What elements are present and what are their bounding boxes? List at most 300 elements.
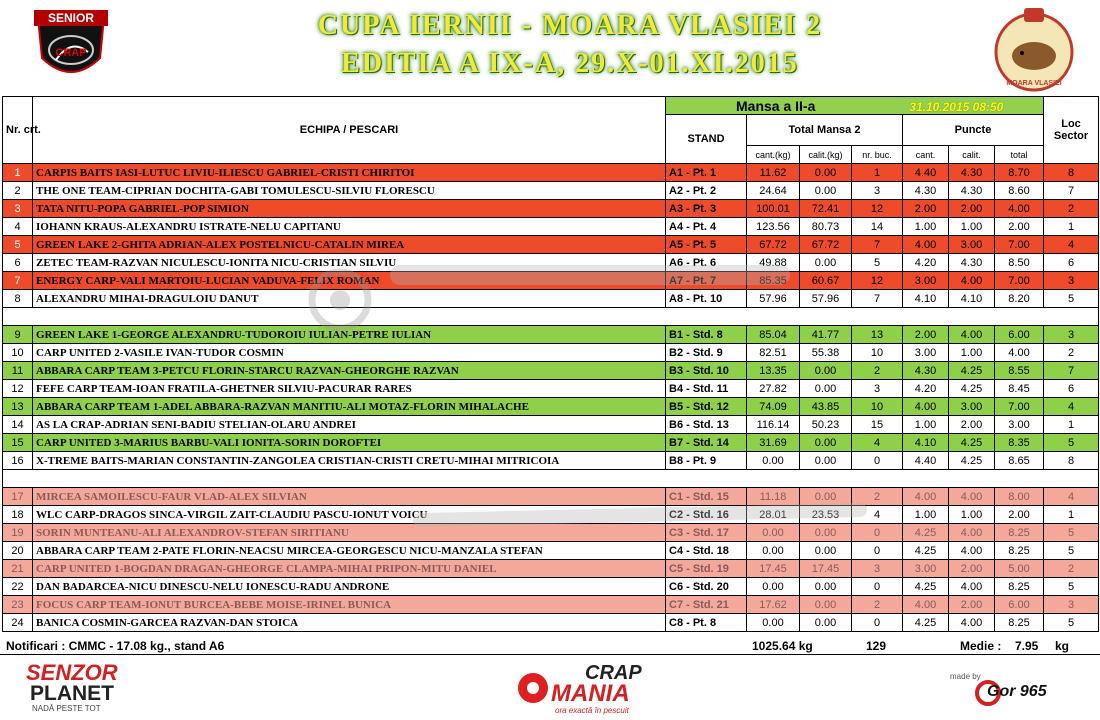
nr-buc: 0	[852, 542, 903, 560]
calit-kg: 60.67	[800, 272, 852, 290]
table-row	[3, 560, 1099, 578]
points-calit: 4.00	[949, 578, 995, 596]
stand: A1 - Pt. 1	[666, 164, 747, 182]
cant-kg: 27.82	[747, 380, 800, 398]
cant-kg: 116.14	[747, 416, 800, 434]
team-name: DAN BADARCEA-NICU DINESCU-NELU IONESCU-RADU ANDRONE	[33, 578, 666, 596]
points-cant: 4.30	[903, 182, 949, 200]
calit-kg: 0.00	[800, 380, 852, 398]
stand: B6 - Std. 13	[666, 416, 747, 434]
sector-gap	[3, 470, 1099, 488]
col-cant-header: cant.(kg)	[747, 146, 800, 164]
round-title: Mansa a II-a	[736, 97, 816, 114]
stand: B1 - Std. 8	[666, 326, 747, 344]
points-cant: 4.30	[903, 362, 949, 380]
stand: B8 - Pt. 9	[666, 452, 747, 470]
row-number: 17	[3, 488, 33, 506]
calit-kg: 80.73	[800, 218, 852, 236]
team-name: SORIN MUNTEANU-ALI ALEXANDROV-STEFAN SIRITIANU	[33, 524, 666, 542]
row-number: 11	[3, 362, 33, 380]
points-total: 8.25	[995, 614, 1044, 632]
total-kg: 1025.64 kg	[752, 639, 813, 653]
senior-crap-logo	[30, 8, 112, 86]
col-pcant-header: cant.	[903, 146, 949, 164]
cant-kg: 0.00	[747, 614, 800, 632]
loc-sector: 4	[1044, 236, 1099, 254]
points-cant: 4.00	[903, 398, 949, 416]
stand: C2 - Std. 16	[666, 506, 747, 524]
loc-sector: 1	[1044, 416, 1099, 434]
stand: C7 - Std. 21	[666, 596, 747, 614]
cant-kg: 28.01	[747, 506, 800, 524]
points-calit: 4.30	[949, 254, 995, 272]
points-total: 6.00	[995, 326, 1044, 344]
nr-buc: 12	[852, 200, 903, 218]
team-name: CARP UNITED 1-BOGDAN DRAGAN-GHEORGE CLAMPA-MIHAI PRIPON-MITU DANIEL	[33, 560, 666, 578]
points-total: 8.25	[995, 524, 1044, 542]
author-logo	[975, 678, 1085, 708]
points-calit: 4.00	[949, 524, 995, 542]
points-calit: 4.00	[949, 488, 995, 506]
loc-sector: 5	[1044, 578, 1099, 596]
table-row	[3, 236, 1099, 254]
stand: A8 - Pt. 10	[666, 290, 747, 308]
crap-mania-logo	[515, 660, 665, 718]
points-calit: 4.25	[949, 380, 995, 398]
points-total: 8.25	[995, 542, 1044, 560]
footer-separator	[0, 654, 1100, 655]
table-row	[3, 524, 1099, 542]
stand: A5 - Pt. 5	[666, 236, 747, 254]
row-number: 19	[3, 524, 33, 542]
points-cant: 4.10	[903, 434, 949, 452]
row-number: 5	[3, 236, 33, 254]
table-row	[3, 416, 1099, 434]
calit-kg: 0.00	[800, 488, 852, 506]
team-name: CARP UNITED 2-VASILE IVAN-TUDOR COSMIN	[33, 344, 666, 362]
cant-kg: 74.09	[747, 398, 800, 416]
points-total: 8.00	[995, 488, 1044, 506]
calit-kg: 17.45	[800, 560, 852, 578]
points-calit: 4.25	[949, 434, 995, 452]
col-team-header: ECHIPA / PESCARI	[33, 97, 666, 164]
cant-kg: 67.72	[747, 236, 800, 254]
cant-kg: 100.01	[747, 200, 800, 218]
fishing-ball-icon	[515, 670, 551, 706]
points-cant: 4.25	[903, 578, 949, 596]
svg-text:MOARA VLASIEI: MOARA VLASIEI	[1006, 80, 1062, 87]
cant-kg: 11.18	[747, 488, 800, 506]
points-cant: 4.25	[903, 524, 949, 542]
points-calit: 3.00	[949, 398, 995, 416]
calit-kg: 55.38	[800, 344, 852, 362]
loc-sector: 2	[1044, 560, 1099, 578]
points-cant: 4.00	[903, 236, 949, 254]
points-calit: 4.00	[949, 542, 995, 560]
crap-text: CRAP	[585, 662, 642, 684]
points-total: 8.45	[995, 380, 1044, 398]
col-calit-header: calit.(kg)	[800, 146, 852, 164]
calit-kg: 23.53	[800, 506, 852, 524]
calit-kg: 0.00	[800, 542, 852, 560]
team-name: MIRCEA SAMOILESCU-FAUR VLAD-ALEX SILVIAN	[33, 488, 666, 506]
points-total: 2.00	[995, 506, 1044, 524]
points-total: 7.00	[995, 272, 1044, 290]
svg-text:CRAP: CRAP	[55, 47, 87, 59]
row-number: 23	[3, 596, 33, 614]
points-cant: 2.00	[903, 200, 949, 218]
loc-sector: 6	[1044, 380, 1099, 398]
table-row	[3, 218, 1099, 236]
table-row	[3, 182, 1099, 200]
calit-kg: 0.00	[800, 596, 852, 614]
loc-sector: 5	[1044, 524, 1099, 542]
points-calit: 4.25	[949, 452, 995, 470]
team-name: CARPIS BAITS IASI-LUTUC LIVIU-ILIESCU GABRIEL-CRISTI CHIRITOI	[33, 164, 666, 182]
cant-kg: 82.51	[747, 344, 800, 362]
points-total: 8.35	[995, 434, 1044, 452]
cant-kg: 123.56	[747, 218, 800, 236]
stand: C6 - Std. 20	[666, 578, 747, 596]
cant-kg: 0.00	[747, 578, 800, 596]
calit-kg: 0.00	[800, 164, 852, 182]
cant-kg: 49.88	[747, 254, 800, 272]
nr-buc: 14	[852, 218, 903, 236]
stand: B5 - Std. 12	[666, 398, 747, 416]
calit-kg: 0.00	[800, 578, 852, 596]
stand: C3 - Std. 17	[666, 524, 747, 542]
points-cant: 4.40	[903, 164, 949, 182]
calit-kg: 0.00	[800, 614, 852, 632]
points-calit: 2.00	[949, 416, 995, 434]
sector-gap	[3, 308, 1099, 326]
calit-kg: 43.85	[800, 398, 852, 416]
points-calit: 4.10	[949, 290, 995, 308]
table-row	[3, 614, 1099, 632]
lacul-moara-vlasiei-logo	[992, 6, 1076, 92]
points-calit: 2.00	[949, 560, 995, 578]
loc-sector: 5	[1044, 290, 1099, 308]
total-pieces: 129	[866, 639, 887, 653]
stand: C4 - Std. 18	[666, 542, 747, 560]
table-row	[3, 434, 1099, 452]
calit-kg: 0.00	[800, 434, 852, 452]
points-cant: 3.00	[903, 560, 949, 578]
stand: A2 - Pt. 2	[666, 182, 747, 200]
cant-kg: 85.35	[747, 272, 800, 290]
loc-sector: 2	[1044, 200, 1099, 218]
row-number: 2	[3, 182, 33, 200]
row-number: 15	[3, 434, 33, 452]
stand: A4 - Pt. 4	[666, 218, 747, 236]
cant-kg: 31.69	[747, 434, 800, 452]
loc-sector: 2	[1044, 344, 1099, 362]
row-number: 6	[3, 254, 33, 272]
stand: A3 - Pt. 3	[666, 200, 747, 218]
team-name: THE ONE TEAM-CIPRIAN DOCHITA-GABI TOMULESCU-SILVIU FLORESCU	[33, 182, 666, 200]
points-cant: 1.00	[903, 506, 949, 524]
points-total: 7.00	[995, 236, 1044, 254]
points-total: 5.00	[995, 560, 1044, 578]
stand: B3 - Std. 10	[666, 362, 747, 380]
cant-kg: 24.64	[747, 182, 800, 200]
points-total: 4.00	[995, 200, 1044, 218]
points-calit: 1.00	[949, 344, 995, 362]
points-cant: 3.00	[903, 272, 949, 290]
stand: A6 - Pt. 6	[666, 254, 747, 272]
team-name: IOHANN KRAUS-ALEXANDRU ISTRATE-NELU CAPITANU	[33, 218, 666, 236]
loc-sector: 8	[1044, 452, 1099, 470]
calit-kg: 0.00	[800, 254, 852, 272]
points-cant: 4.40	[903, 452, 949, 470]
nr-buc: 2	[852, 488, 903, 506]
points-cant: 1.00	[903, 416, 949, 434]
points-total: 7.00	[995, 398, 1044, 416]
calit-kg: 67.72	[800, 236, 852, 254]
table-row	[3, 326, 1099, 344]
results-table	[2, 96, 1099, 632]
cant-kg: 0.00	[747, 524, 800, 542]
table-row	[3, 398, 1099, 416]
row-number: 9	[3, 326, 33, 344]
points-calit: 4.30	[949, 182, 995, 200]
table-row	[3, 344, 1099, 362]
stand: B4 - Std. 11	[666, 380, 747, 398]
points-calit: 2.00	[949, 200, 995, 218]
cant-kg: 57.96	[747, 290, 800, 308]
loc-sector: 4	[1044, 488, 1099, 506]
points-total: 8.55	[995, 362, 1044, 380]
senzor-tagline: NADĂ PESTE TOT	[32, 704, 101, 713]
nr-buc: 10	[852, 344, 903, 362]
points-calit: 4.25	[949, 362, 995, 380]
stand: C5 - Std. 19	[666, 560, 747, 578]
col-loc-header: Loc Sector	[1044, 97, 1099, 164]
calit-kg: 0.00	[800, 362, 852, 380]
team-name: ZETEC TEAM-RAZVAN NICULESCU-IONITA NICU-CRISTIAN SILVIU	[33, 254, 666, 272]
page-subtitle: EDITIA A IX-A, 29.X-01.XI.2015	[341, 48, 799, 79]
points-total: 8.65	[995, 452, 1044, 470]
calit-kg: 72.41	[800, 200, 852, 218]
made-by-label: made by	[950, 672, 981, 681]
nr-buc: 7	[852, 290, 903, 308]
calit-kg: 57.96	[800, 290, 852, 308]
team-name: ABBARA CARP TEAM 1-ADEL ABBARA-RAZVAN MANITIU-ALI MOTAZ-FLORIN MIHALACHE	[33, 398, 666, 416]
summary-footer	[0, 636, 1100, 656]
loc-sector: 5	[1044, 434, 1099, 452]
team-name: X-TREME BAITS-MARIAN CONSTANTIN-ZANGOLEA CRISTIAN-CRISTI CRETU-MIHAI MITRICOIA	[33, 452, 666, 470]
row-number: 4	[3, 218, 33, 236]
table-row	[3, 164, 1099, 182]
points-cant: 4.20	[903, 254, 949, 272]
cant-kg: 0.00	[747, 542, 800, 560]
points-cant: 2.00	[903, 326, 949, 344]
nr-buc: 7	[852, 236, 903, 254]
points-cant: 4.25	[903, 542, 949, 560]
table-row	[3, 452, 1099, 470]
points-cant: 4.00	[903, 596, 949, 614]
cant-kg: 13.35	[747, 362, 800, 380]
col-pcalit-header: calit.	[949, 146, 995, 164]
loc-sector: 1	[1044, 506, 1099, 524]
table-row	[3, 272, 1099, 290]
nr-buc: 4	[852, 506, 903, 524]
team-name: ABBARA CARP TEAM 3-PETCU FLORIN-STARCU RAZVAN-GHEORGHE RAZVAN	[33, 362, 666, 380]
team-name: BANICA COSMIN-GARCEA RAZVAN-DAN STOICA	[33, 614, 666, 632]
calit-kg: 41.77	[800, 326, 852, 344]
medie-value: 7.95	[1015, 639, 1039, 653]
row-number: 13	[3, 398, 33, 416]
row-number: 20	[3, 542, 33, 560]
senior-logo-text: SENIOR	[47, 11, 95, 25]
page-title: CUPA IERNII - MOARA VLASIEI 2	[317, 10, 823, 41]
points-total: 8.25	[995, 578, 1044, 596]
points-total: 4.00	[995, 344, 1044, 362]
nr-buc: 2	[852, 362, 903, 380]
loc-sector: 5	[1044, 614, 1099, 632]
planet-text: PLANET	[30, 682, 114, 705]
row-number: 22	[3, 578, 33, 596]
team-name: ABBARA CARP TEAM 2-PATE FLORIN-NEACSU MIRCEA-GEORGESCU NICU-MANZALA STEFAN	[33, 542, 666, 560]
nr-buc: 0	[852, 578, 903, 596]
points-total: 8.20	[995, 290, 1044, 308]
team-name: ENERGY CARP-VALI MARTOIU-LUCIAN VADUVA-FELIX ROMAN	[33, 272, 666, 290]
table-row	[3, 362, 1099, 380]
row-number: 12	[3, 380, 33, 398]
points-calit: 4.30	[949, 164, 995, 182]
nr-buc: 3	[852, 182, 903, 200]
round-header	[666, 97, 1044, 115]
points-total: 8.70	[995, 164, 1044, 182]
table-row	[3, 542, 1099, 560]
loc-sector: 3	[1044, 326, 1099, 344]
points-cant: 4.25	[903, 614, 949, 632]
medie-label: Medie :	[960, 639, 1002, 653]
points-calit: 1.00	[949, 506, 995, 524]
points-total: 6.00	[995, 596, 1044, 614]
round-timestamp: 31.10.2015 08:50	[909, 99, 1004, 114]
col-nrbuc-header: nr. buc.	[852, 146, 903, 164]
loc-sector: 1	[1044, 218, 1099, 236]
loc-sector: 5	[1044, 542, 1099, 560]
row-number: 16	[3, 452, 33, 470]
row-number: 8	[3, 290, 33, 308]
row-number: 24	[3, 614, 33, 632]
points-calit: 4.00	[949, 272, 995, 290]
row-number: 21	[3, 560, 33, 578]
table-row	[3, 254, 1099, 272]
nr-buc: 2	[852, 596, 903, 614]
cant-kg: 11.62	[747, 164, 800, 182]
table-row	[3, 578, 1099, 596]
points-calit: 4.00	[949, 326, 995, 344]
cant-kg: 17.45	[747, 560, 800, 578]
team-name: AS LA CRAP-ADRIAN SENI-BADIU STELIAN-OLARU ANDREI	[33, 416, 666, 434]
team-name: GREEN LAKE 2-GHITA ADRIAN-ALEX POSTELNICU-CATALIN MIREA	[33, 236, 666, 254]
row-number: 7	[3, 272, 33, 290]
loc-sector: 7	[1044, 182, 1099, 200]
table-row	[3, 200, 1099, 218]
points-calit: 3.00	[949, 236, 995, 254]
author-text: Gor 965	[987, 683, 1047, 700]
stand: B7 - Std. 14	[666, 434, 747, 452]
puncte-header: Puncte	[903, 115, 1044, 146]
stand: A7 - Pt. 7	[666, 272, 747, 290]
nr-buc: 5	[852, 254, 903, 272]
col-nr-header: Nr. crt.	[3, 97, 33, 164]
calit-kg: 50.23	[800, 416, 852, 434]
row-number: 18	[3, 506, 33, 524]
results-body	[3, 164, 1099, 632]
points-calit: 4.00	[949, 614, 995, 632]
notificari-text: Notificari : CMMC - 17.08 kg., stand A6	[6, 639, 225, 653]
cant-kg: 17.62	[747, 596, 800, 614]
nr-buc: 0	[852, 452, 903, 470]
senzor-text: SENZOR	[26, 660, 118, 685]
points-total: 8.50	[995, 254, 1044, 272]
table-row	[3, 506, 1099, 524]
crapmania-tagline: ora exactă în pescuit	[555, 706, 629, 715]
nr-buc: 12	[852, 272, 903, 290]
col-ptotal-header: total	[995, 146, 1044, 164]
points-cant: 4.00	[903, 488, 949, 506]
team-name: GREEN LAKE 1-GEORGE ALEXANDRU-TUDOROIU IULIAN-PETRE IULIAN	[33, 326, 666, 344]
calit-kg: 0.00	[800, 452, 852, 470]
points-total: 3.00	[995, 416, 1044, 434]
mania-text: MANIA	[551, 680, 630, 707]
team-name: WLC CARP-DRAGOS SINCA-VIRGIL ZAIT-CLAUDIU PASCU-IONUT VOICU	[33, 506, 666, 524]
stand: C8 - Pt. 8	[666, 614, 747, 632]
cant-kg: 0.00	[747, 452, 800, 470]
points-cant: 3.00	[903, 344, 949, 362]
medie-unit: kg	[1055, 639, 1070, 653]
nr-buc: 3	[852, 560, 903, 578]
team-name: TATA NITU-POPA GABRIEL-POP SIMION	[33, 200, 666, 218]
loc-sector: 8	[1044, 164, 1099, 182]
senzor-planet-logo	[26, 662, 156, 718]
points-total: 8.60	[995, 182, 1044, 200]
page-header	[0, 0, 1100, 95]
points-calit: 1.00	[949, 218, 995, 236]
points-calit: 2.00	[949, 596, 995, 614]
row-number: 14	[3, 416, 33, 434]
nr-buc: 3	[852, 380, 903, 398]
nr-buc: 13	[852, 326, 903, 344]
total-mansa-header: Total Mansa 2	[747, 115, 903, 146]
stand: C1 - Std. 15	[666, 488, 747, 506]
loc-sector: 6	[1044, 254, 1099, 272]
calit-kg: 0.00	[800, 182, 852, 200]
nr-buc: 15	[852, 416, 903, 434]
points-cant: 4.20	[903, 380, 949, 398]
loc-sector: 4	[1044, 398, 1099, 416]
row-number: 1	[3, 164, 33, 182]
table-row	[3, 596, 1099, 614]
nr-buc: 10	[852, 398, 903, 416]
table-row	[3, 290, 1099, 308]
nr-buc: 4	[852, 434, 903, 452]
cant-kg: 85.04	[747, 326, 800, 344]
loc-sector: 3	[1044, 272, 1099, 290]
points-cant: 1.00	[903, 218, 949, 236]
nr-buc: 1	[852, 164, 903, 182]
calit-kg: 0.00	[800, 524, 852, 542]
table-row	[3, 380, 1099, 398]
team-name: ALEXANDRU MIHAI-DRAGULOIU DANUT	[33, 290, 666, 308]
points-cant: 4.10	[903, 290, 949, 308]
nr-buc: 0	[852, 524, 903, 542]
row-number: 10	[3, 344, 33, 362]
